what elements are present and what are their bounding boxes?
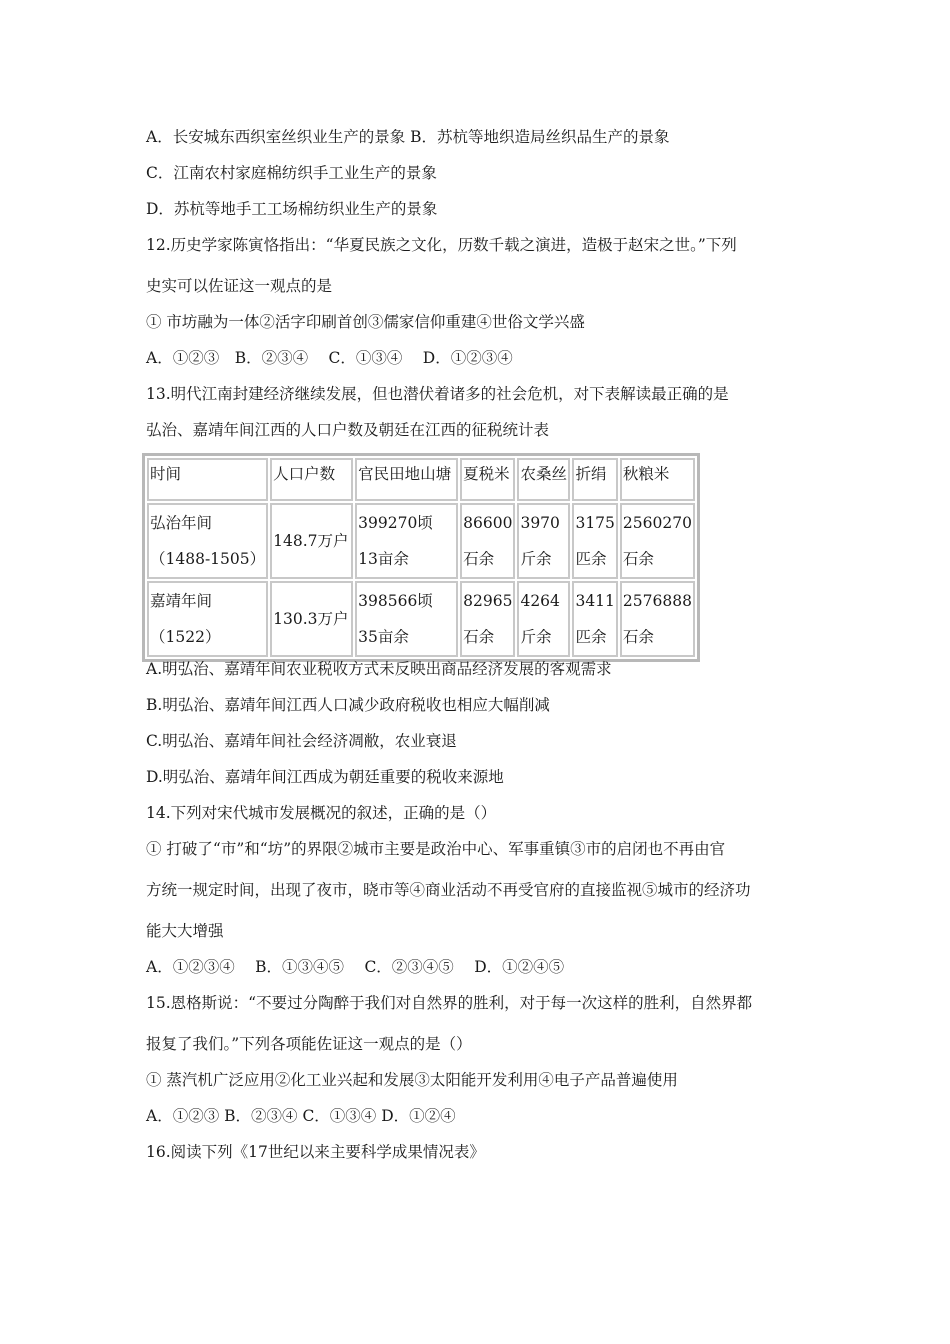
land-cell: 398566顷 35亩余 bbox=[355, 581, 458, 657]
q12-items: ① 市坊融为一体②活字印刷首创③儒家信仰重建④世俗文学兴盛 bbox=[146, 313, 585, 331]
silk-cell: 3970 斤余 bbox=[517, 503, 570, 579]
table-row bbox=[147, 581, 695, 657]
autumn-grain-cell: 2576888 石余 bbox=[620, 581, 695, 657]
table-header-row bbox=[147, 458, 695, 501]
header-cell: 时间 bbox=[147, 458, 268, 501]
q13-table-title: 弘治、嘉靖年间江西的人口户数及朝廷在江西的征税统计表 bbox=[146, 421, 550, 439]
tax-statistics-table bbox=[142, 453, 700, 662]
land-cell: 399270顷 13亩余 bbox=[355, 503, 458, 579]
header-cell: 夏税米 bbox=[460, 458, 515, 501]
q11-options-ab: A．长安城东西织室丝织业生产的景象 B．苏杭等地织造局丝织品生产的景象 bbox=[146, 128, 670, 146]
q15-stem-line-2: 报复了我们。”下列各项能佐证这一观点的是（） bbox=[146, 1035, 472, 1053]
households-cell: 148.7万户 bbox=[270, 503, 353, 579]
q13-option-a: A.明弘治、嘉靖年间农业税收方式未反映出商品经济发展的客观需求 bbox=[146, 660, 612, 678]
q13-option-b: B.明弘治、嘉靖年间江西人口减少政府税收也相应大幅削减 bbox=[146, 696, 550, 714]
header-cell: 秋粮米 bbox=[620, 458, 695, 501]
summer-tax-cell: 86600 石余 bbox=[460, 503, 515, 579]
table-row bbox=[147, 503, 695, 579]
q14-items-line-2: 方统一规定时间，出现了夜市，晓市等④商业活动不再受官府的直接监视⑤城市的经济功 bbox=[146, 881, 751, 899]
q12-options: A．①②③ B．②③④ C．①③④ D．①②③④ bbox=[146, 349, 513, 367]
q14-stem: 14.下列对宋代城市发展概况的叙述，正确的是（） bbox=[146, 804, 497, 822]
header-cell: 官民田地山塘 bbox=[355, 458, 458, 501]
q12-stem-line-2: 史实可以佐证这一观点的是 bbox=[146, 277, 333, 295]
period-cell: 弘治年间 （1488-1505） bbox=[147, 503, 268, 579]
q14-items-line-3: 能大大增强 bbox=[146, 922, 224, 940]
header-cell: 折绢 bbox=[572, 458, 617, 501]
q15-stem-line-1: 15.恩格斯说：“不要过分陶醉于我们对自然界的胜利，对于每一次这样的胜利，自然界都 bbox=[146, 994, 753, 1012]
q14-items-line-1: ① 打破了“市”和“坊”的界限②城市主要是政治中心、军事重镇③市的启闭也不再由官 bbox=[146, 840, 726, 858]
q14-options: A．①②③④ B．①③④⑤ C．②③④⑤ D．①②④⑤ bbox=[146, 958, 565, 976]
silk-cell: 4264 斤余 bbox=[517, 581, 570, 657]
header-cell: 农桑丝 bbox=[517, 458, 570, 501]
autumn-grain-cell: 2560270 石余 bbox=[620, 503, 695, 579]
header-cell: 人口户数 bbox=[270, 458, 353, 501]
q16-stem: 16.阅读下列《17世纪以来主要科学成果情况表》 bbox=[146, 1143, 485, 1161]
q13-stem: 13.明代江南封建经济继续发展，但也潜伏着诸多的社会危机，对下表解读最正确的是 bbox=[146, 385, 729, 403]
households-cell: 130.3万户 bbox=[270, 581, 353, 657]
q15-options: A．①②③ B．②③④ C．①③④ D．①②④ bbox=[146, 1107, 456, 1125]
q11-option-d: D．苏杭等地手工工场棉纺织业生产的景象 bbox=[146, 200, 438, 218]
q13-option-c: C.明弘治、嘉靖年间社会经济凋敝，农业衰退 bbox=[146, 732, 457, 750]
q15-items: ① 蒸汽机广泛应用②化工业兴起和发展③太阳能开发利用④电子产品普遍使用 bbox=[146, 1071, 678, 1089]
q13-option-d: D.明弘治、嘉靖年间江西成为朝廷重要的税收来源地 bbox=[146, 768, 504, 786]
juan-cell: 3175 匹余 bbox=[572, 503, 617, 579]
q12-stem-line-1: 12.历史学家陈寅恪指出：“华夏民族之文化，历数千载之演进，造极于赵宋之世。”下列 bbox=[146, 236, 737, 254]
summer-tax-cell: 82965 石余 bbox=[460, 581, 515, 657]
period-cell: 嘉靖年间 （1522） bbox=[147, 581, 268, 657]
q11-option-c: C．江南农村家庭棉纺织手工业生产的景象 bbox=[146, 164, 437, 182]
juan-cell: 3411 匹余 bbox=[572, 581, 617, 657]
